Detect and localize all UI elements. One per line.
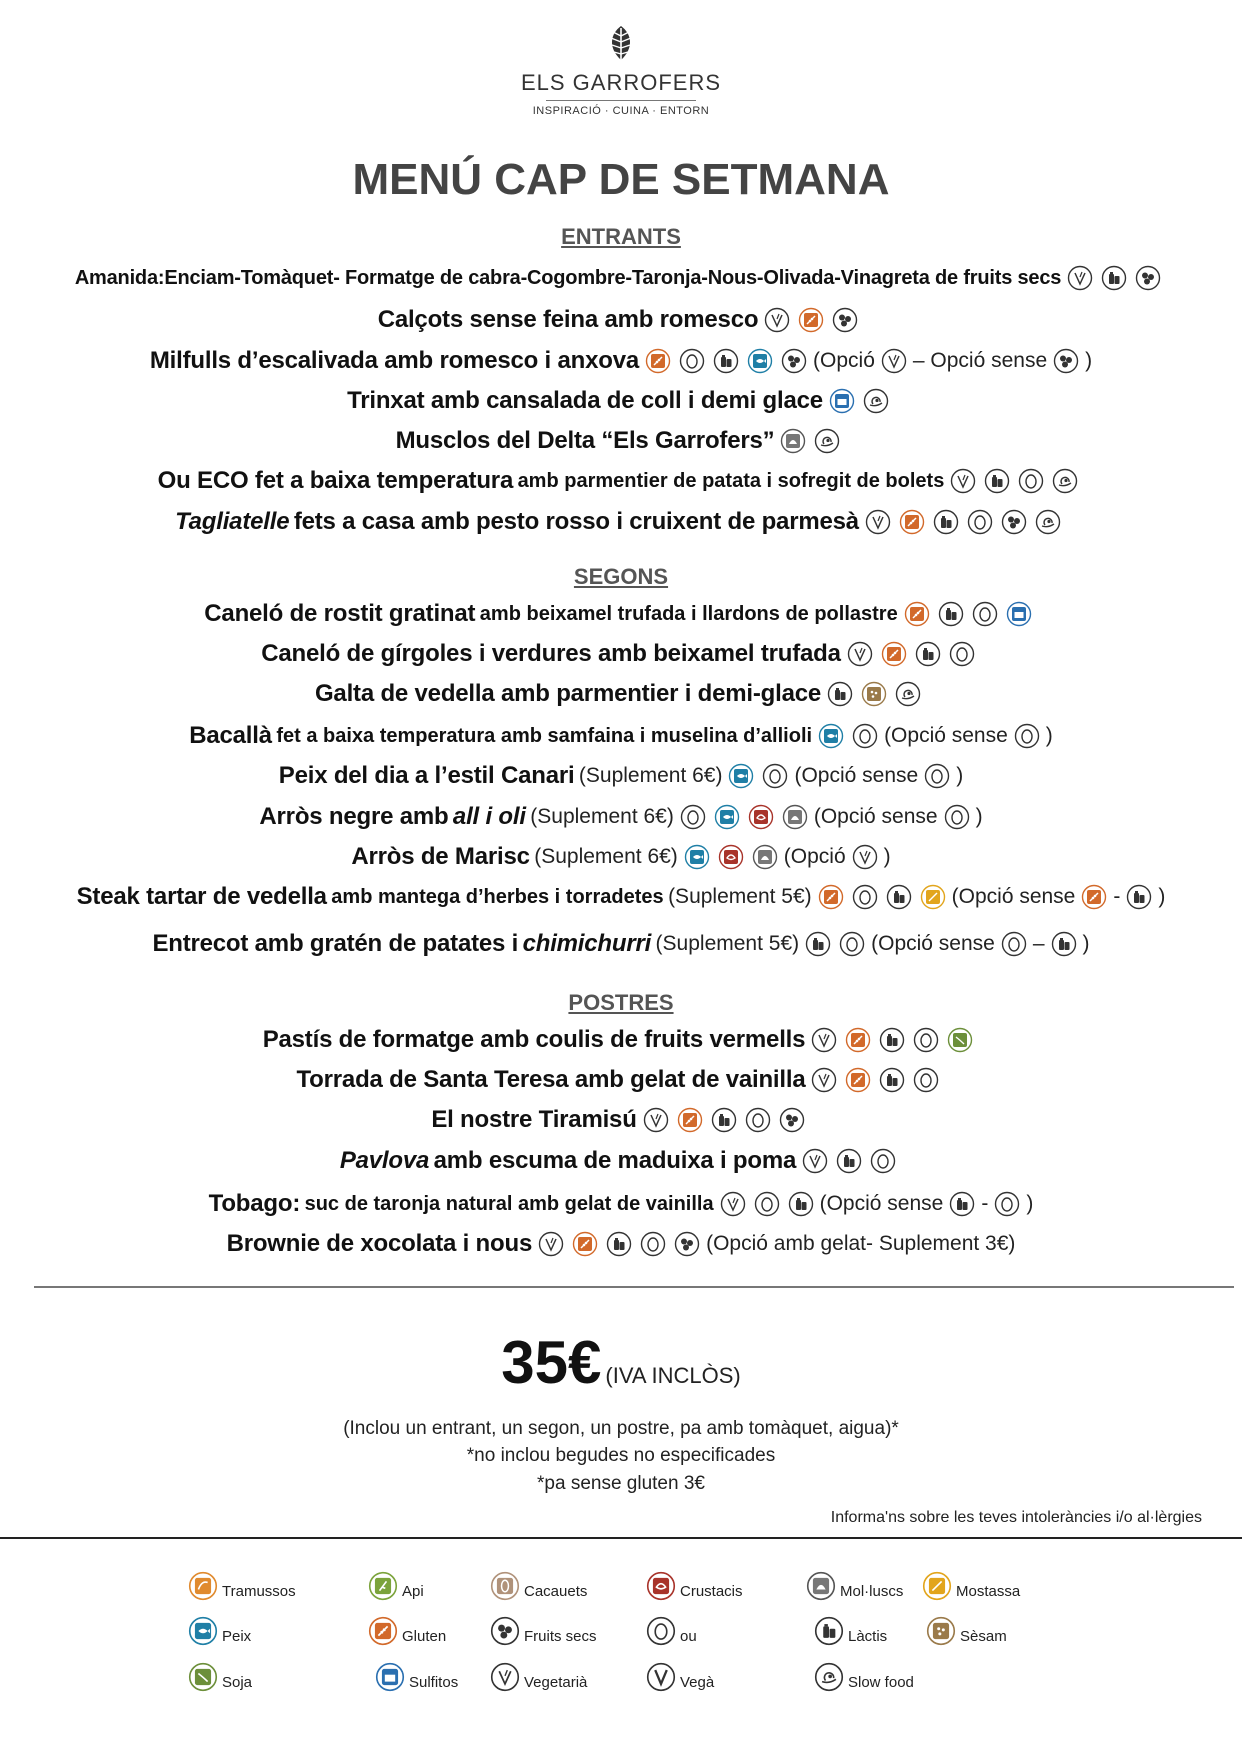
option-note: ) xyxy=(883,845,891,868)
vegetaria-icon xyxy=(490,1662,520,1692)
option-note: ) xyxy=(1082,932,1090,955)
menu-item xyxy=(0,347,1242,375)
vegetaria-icon xyxy=(720,1191,746,1217)
section-entrants: ENTRANTS xyxy=(561,224,681,249)
menu-item xyxy=(0,762,1242,790)
fruits-secs-icon xyxy=(1001,509,1027,535)
legend-label: Vegetarià xyxy=(524,1673,588,1691)
menu-item xyxy=(0,640,1242,668)
menu-item xyxy=(0,1026,1242,1054)
dish-name: El nostre Tiramisú xyxy=(431,1106,637,1133)
fruits-secs-icon xyxy=(1135,265,1161,291)
menu-item xyxy=(0,1190,1242,1218)
legend-label: Sèsam xyxy=(960,1627,1007,1645)
ou-icon xyxy=(967,509,993,535)
sulfitos-icon xyxy=(829,388,855,414)
ou-icon xyxy=(913,1067,939,1093)
lactis-icon xyxy=(915,641,941,667)
sesam-icon xyxy=(926,1616,956,1646)
legend-item-molluscs xyxy=(806,1571,903,1601)
ou-icon xyxy=(1018,468,1044,494)
legend-label: Mostassa xyxy=(956,1582,1021,1600)
gluten-icon xyxy=(1081,884,1107,910)
dish-description: amb parmentier de patata i sofregit de bolets xyxy=(517,469,945,492)
allergen-icons xyxy=(802,1148,896,1174)
menu-item xyxy=(0,306,1242,334)
dish-name-italic: Pavlova xyxy=(339,1147,430,1174)
ou-icon xyxy=(949,641,975,667)
crustacis-icon xyxy=(748,804,774,830)
legend-item-vegetaria xyxy=(490,1662,587,1692)
lactis-icon xyxy=(788,1191,814,1217)
fruits-secs-icon xyxy=(832,307,858,333)
slow-food-icon xyxy=(863,388,889,414)
fruits-secs-icon xyxy=(490,1616,520,1646)
legend-label: Api xyxy=(402,1582,424,1600)
molluscs-icon xyxy=(806,1571,836,1601)
dish-name: Peix del dia a l’estil Canari xyxy=(278,762,575,789)
legend-item-gluten xyxy=(368,1616,446,1646)
lactis-icon xyxy=(938,601,964,627)
legend-label: Soja xyxy=(222,1673,253,1691)
vegetaria-icon xyxy=(881,348,907,374)
supplement-note: (Suplement 6€) xyxy=(534,845,678,868)
option-note: (Opció sense xyxy=(794,764,919,787)
option-note: – xyxy=(1032,932,1045,955)
legend-label: Sulfitos xyxy=(409,1673,459,1691)
legend-item-mostassa xyxy=(922,1571,1020,1601)
allergen-icons xyxy=(805,931,865,957)
divider xyxy=(34,1286,1234,1288)
crustacis-icon xyxy=(646,1571,676,1601)
ou-icon xyxy=(762,763,788,789)
peix-icon xyxy=(747,348,773,374)
lactis-icon xyxy=(949,1191,975,1217)
gluten-icon xyxy=(881,641,907,667)
ou-icon xyxy=(1001,931,1027,957)
ou-icon xyxy=(754,1191,780,1217)
crustacis-icon xyxy=(718,844,744,870)
allergen-icons xyxy=(827,681,921,707)
allergen-icons xyxy=(924,763,950,789)
option-note: ) xyxy=(956,764,964,787)
lactis-icon xyxy=(1101,265,1127,291)
section-segons: SEGONS xyxy=(573,564,669,589)
ou-icon xyxy=(646,1616,676,1646)
molluscs-icon xyxy=(752,844,778,870)
ou-icon xyxy=(870,1148,896,1174)
allergen-icons xyxy=(1067,265,1161,291)
option-note: (Opció sense xyxy=(884,724,1008,747)
allergen-icons xyxy=(944,804,970,830)
legend-label: Gluten xyxy=(402,1627,447,1645)
mostassa-icon xyxy=(920,884,946,910)
menu-item xyxy=(0,1230,1242,1258)
dish-name: Pastís de formatge amb coulis de fruits vermells xyxy=(262,1026,806,1053)
legend-label: ou xyxy=(680,1627,697,1645)
lactis-icon xyxy=(805,931,831,957)
dish-name: Musclos del Delta “Els Garrofers” xyxy=(395,427,775,454)
allergen-icons xyxy=(904,601,1032,627)
allergen-icons xyxy=(949,1191,975,1217)
brand-divider xyxy=(546,100,696,101)
legend-label: Cacauets xyxy=(524,1582,588,1600)
dish-name: Entrecot amb gratén de patates i xyxy=(152,930,519,957)
allergen-icons xyxy=(994,1191,1020,1217)
gluten-icon xyxy=(899,509,925,535)
option-note: (Opció sense xyxy=(813,805,938,828)
allergen-icons xyxy=(1081,884,1107,910)
brand-tagline: INSPIRACIÓ · CUINA · ENTORN xyxy=(532,105,710,117)
dish-name: Trinxat amb cansalada de coll i demi glace xyxy=(347,387,823,414)
fruits-secs-icon xyxy=(779,1107,805,1133)
legend-label: Làctis xyxy=(848,1627,888,1645)
option-note: ) xyxy=(975,805,983,828)
menu-item xyxy=(0,600,1242,628)
molluscs-icon xyxy=(782,804,808,830)
menu-item xyxy=(0,680,1242,708)
allergen-icons xyxy=(1053,348,1079,374)
ou-icon xyxy=(852,723,878,749)
lactis-icon xyxy=(933,509,959,535)
allergen-icons xyxy=(643,1107,805,1133)
menu-item xyxy=(0,265,1242,291)
allergen-icons xyxy=(881,348,907,374)
vegetaria-icon xyxy=(865,509,891,535)
legend-label: Crustacis xyxy=(680,1582,743,1600)
lactis-icon xyxy=(606,1231,632,1257)
ou-icon xyxy=(680,804,706,830)
dish-description: suc de taronja natural amb gelat de vainilla xyxy=(304,1192,714,1215)
menu-item xyxy=(0,508,1242,536)
allergen-icons xyxy=(847,641,975,667)
lactis-icon xyxy=(879,1027,905,1053)
dish-name-italic: chimichurri xyxy=(522,930,652,957)
gluten-icon xyxy=(904,601,930,627)
dish-description: amb beixamel trufada i llardons de pollastre xyxy=(479,602,898,625)
lactis-icon xyxy=(836,1148,862,1174)
allergen-icons xyxy=(684,844,778,870)
dish-name: Galta de vedella amb parmentier i demi-glace xyxy=(314,680,822,707)
dish-name: Brownie de xocolata i nous xyxy=(226,1230,533,1257)
price-iva: (IVA INCLÒS) xyxy=(605,1363,741,1388)
dish-name: Torrada de Santa Teresa amb gelat de vainilla xyxy=(296,1066,806,1093)
option-note: (Opció sense xyxy=(951,885,1076,908)
legend-item-slow-food xyxy=(814,1662,914,1692)
option-note: - xyxy=(981,1192,989,1215)
price-includes: (Inclou un entrant, un segon, un postre, pa amb tomàquet, aigua)* xyxy=(343,1418,899,1439)
allergen-icons xyxy=(1051,931,1077,957)
legend-item-ou xyxy=(646,1616,697,1646)
ou-icon xyxy=(913,1027,939,1053)
gluten-icon xyxy=(845,1027,871,1053)
allergen-icons xyxy=(811,1027,973,1053)
gluten-icon xyxy=(368,1616,398,1646)
gluten-icon xyxy=(645,348,671,374)
legend-label: Slow food xyxy=(848,1673,914,1691)
menu-item xyxy=(0,722,1242,750)
option-note: - xyxy=(1113,885,1121,908)
sulfitos-icon xyxy=(1006,601,1032,627)
legend-label: Tramussos xyxy=(222,1582,296,1600)
logo-block xyxy=(0,24,1242,117)
supplement-note: (Suplement 6€) xyxy=(578,764,723,787)
legend-label: Peix xyxy=(222,1627,252,1645)
allergen-icons xyxy=(865,509,1061,535)
soja-icon xyxy=(947,1027,973,1053)
gluten-icon xyxy=(845,1067,871,1093)
allergen-icons xyxy=(829,388,889,414)
price-gluten-free: *pa sense gluten 3€ xyxy=(537,1473,705,1494)
legend-item-sesam xyxy=(926,1616,1007,1646)
dish-name: Arròs de Marisc xyxy=(351,843,530,870)
lactis-icon xyxy=(886,884,912,910)
legend-item-fruits-secs xyxy=(490,1616,597,1646)
lactis-icon xyxy=(814,1616,844,1646)
lactis-icon xyxy=(713,348,739,374)
ou-icon xyxy=(924,763,950,789)
dish-description: amb mantega d’herbes i torradetes xyxy=(331,885,664,908)
price-block xyxy=(0,1328,1242,1397)
gluten-icon xyxy=(572,1231,598,1257)
vegetaria-icon xyxy=(811,1027,837,1053)
peix-icon xyxy=(684,844,710,870)
menu-item xyxy=(0,1066,1242,1094)
option-note: (Opció sense xyxy=(871,932,995,955)
price-no-drinks: *no inclou begudes no especificades xyxy=(466,1445,776,1466)
allergen-icons xyxy=(818,723,878,749)
peix-icon xyxy=(818,723,844,749)
menu-item xyxy=(0,930,1242,958)
legend-item-vega xyxy=(646,1662,714,1692)
lactis-icon xyxy=(1051,931,1077,957)
dish-name-italic: all i oli xyxy=(452,803,526,830)
gluten-icon xyxy=(798,307,824,333)
dish-name: amb escuma de maduixa i poma xyxy=(433,1147,797,1174)
allergen-icons xyxy=(1014,723,1040,749)
allergen-icons xyxy=(811,1067,939,1093)
menu-item xyxy=(0,843,1242,871)
mostassa-icon xyxy=(922,1571,952,1601)
vegetaria-icon xyxy=(538,1231,564,1257)
vegetaria-icon xyxy=(811,1067,837,1093)
ou-icon xyxy=(994,1191,1020,1217)
dish-name: Ou ECO fet a baixa temperatura xyxy=(157,467,514,494)
lactis-icon xyxy=(984,468,1010,494)
allergen-icons xyxy=(538,1231,700,1257)
vegetaria-icon xyxy=(802,1148,828,1174)
fruits-secs-icon xyxy=(1053,348,1079,374)
ou-icon xyxy=(852,884,878,910)
vegetaria-icon xyxy=(1067,265,1093,291)
brand-name: ELS GARROFERS xyxy=(520,70,722,95)
legend-label: Vegà xyxy=(680,1673,715,1691)
dish-name: Arròs negre amb xyxy=(259,803,449,830)
gluten-icon xyxy=(677,1107,703,1133)
slow-food-icon xyxy=(1052,468,1078,494)
allergen-icons xyxy=(728,763,788,789)
menu-item xyxy=(0,803,1242,831)
vegetaria-icon xyxy=(950,468,976,494)
gluten-icon xyxy=(818,884,844,910)
cacauets-icon xyxy=(490,1571,520,1601)
lactis-icon xyxy=(1126,884,1152,910)
legend-item-cacauets xyxy=(490,1571,587,1601)
allergen-icons xyxy=(780,428,840,454)
option-note: ) xyxy=(1085,349,1093,372)
supplement-note: (Suplement 5€) xyxy=(668,885,812,908)
menu-item xyxy=(0,1106,1242,1134)
dish-name: Amanida:Enciam-Tomàquet- Formatge de cabra-Cogombre-Taronja-Nous-Olivada-Vinagreta de fruits secs xyxy=(74,266,1062,289)
dish-name: Calçots sense feina amb romesco xyxy=(377,306,759,333)
sesam-icon xyxy=(861,681,887,707)
ou-icon xyxy=(972,601,998,627)
dish-name-italic: Tagliatelle xyxy=(175,508,290,535)
option-note: ) xyxy=(1045,724,1053,747)
slow-food-icon xyxy=(814,428,840,454)
tramussos-icon xyxy=(188,1571,218,1601)
dish-name: Caneló de rostit gratinat xyxy=(204,600,476,627)
menu-item xyxy=(0,883,1242,911)
dish-name: Steak tartar de vedella xyxy=(76,883,327,910)
allergen-icons xyxy=(1001,931,1027,957)
dish-name: Tobago: xyxy=(208,1190,301,1217)
vegetaria-icon xyxy=(852,844,878,870)
peix-icon xyxy=(714,804,740,830)
legend-item-lactis xyxy=(814,1616,887,1646)
ou-icon xyxy=(640,1231,666,1257)
molluscs-icon xyxy=(780,428,806,454)
legend-item-api xyxy=(368,1571,424,1601)
api-icon xyxy=(368,1571,398,1601)
dish-name: Caneló de gírgoles i verdures amb beixamel trufada xyxy=(261,640,841,667)
peix-icon xyxy=(188,1616,218,1646)
price-amount: 35€ xyxy=(501,1329,602,1396)
leaf-logo-icon xyxy=(604,24,638,64)
allergen-icons xyxy=(764,307,858,333)
lactis-icon xyxy=(879,1067,905,1093)
legend-item-sulfitos xyxy=(375,1662,458,1692)
allergen-icons xyxy=(1126,884,1152,910)
lactis-icon xyxy=(827,681,853,707)
supplement-note: (Suplement 5€) xyxy=(655,932,800,955)
legend-item-tramussos xyxy=(188,1571,296,1601)
allergen-icons xyxy=(720,1191,814,1217)
slow-food-icon xyxy=(895,681,921,707)
menu-item xyxy=(0,387,1242,415)
option-note: (Opció xyxy=(813,349,875,372)
menu-item xyxy=(0,427,1242,455)
allergen-icons xyxy=(645,348,807,374)
allergen-icons xyxy=(852,844,878,870)
peix-icon xyxy=(728,763,754,789)
fruits-secs-icon xyxy=(781,348,807,374)
dish-name: Milfulls d’escalivada amb romesco i anxova xyxy=(149,347,640,374)
dish-name: Bacallà xyxy=(189,722,272,749)
sulfitos-icon xyxy=(375,1662,405,1692)
legend-item-soja xyxy=(188,1662,252,1692)
menu-item xyxy=(0,1147,1242,1175)
slow-food-icon xyxy=(814,1662,844,1692)
ou-icon xyxy=(679,348,705,374)
option-note: (Opció sense xyxy=(819,1192,944,1215)
fruits-secs-icon xyxy=(674,1231,700,1257)
section-postres: POSTRES xyxy=(568,990,674,1015)
legend-divider xyxy=(0,1537,1242,1539)
ou-icon xyxy=(944,804,970,830)
allergen-icons xyxy=(680,804,808,830)
dish-description: fet a baixa temperatura amb samfaina i muselina d’allioli xyxy=(276,724,813,747)
legend-item-peix xyxy=(188,1616,251,1646)
supplement-note: (Suplement 6€) xyxy=(530,805,674,828)
allergen-icons xyxy=(950,468,1078,494)
soja-icon xyxy=(188,1662,218,1692)
page-title: MENÚ CAP DE SETMANA xyxy=(352,155,890,204)
ou-icon xyxy=(1014,723,1040,749)
dish-name: fets a casa amb pesto rosso i cruixent de parmesà xyxy=(293,508,859,535)
option-note: (Opció amb gelat- Suplement 3€) xyxy=(706,1232,1016,1255)
legend-label: Fruits secs xyxy=(524,1627,597,1645)
legend-label: Mol·luscs xyxy=(840,1582,904,1600)
option-note: ) xyxy=(1158,885,1166,908)
vegetaria-icon xyxy=(764,307,790,333)
option-note: (Opció xyxy=(783,845,846,868)
allergen-icons xyxy=(818,884,946,910)
lactis-icon xyxy=(711,1107,737,1133)
option-note: – Opció sense xyxy=(912,349,1048,372)
vegetaria-icon xyxy=(847,641,873,667)
ou-icon xyxy=(839,931,865,957)
slow-food-icon xyxy=(1035,509,1061,535)
vega-icon xyxy=(646,1662,676,1692)
ou-icon xyxy=(745,1107,771,1133)
allergy-note: Informa'ns sobre les teves intoleràncies i/o al·lèrgies xyxy=(830,1509,1202,1526)
menu-item xyxy=(0,467,1242,495)
vegetaria-icon xyxy=(643,1107,669,1133)
legend-item-crustacis xyxy=(646,1571,743,1601)
option-note: ) xyxy=(1026,1192,1034,1215)
